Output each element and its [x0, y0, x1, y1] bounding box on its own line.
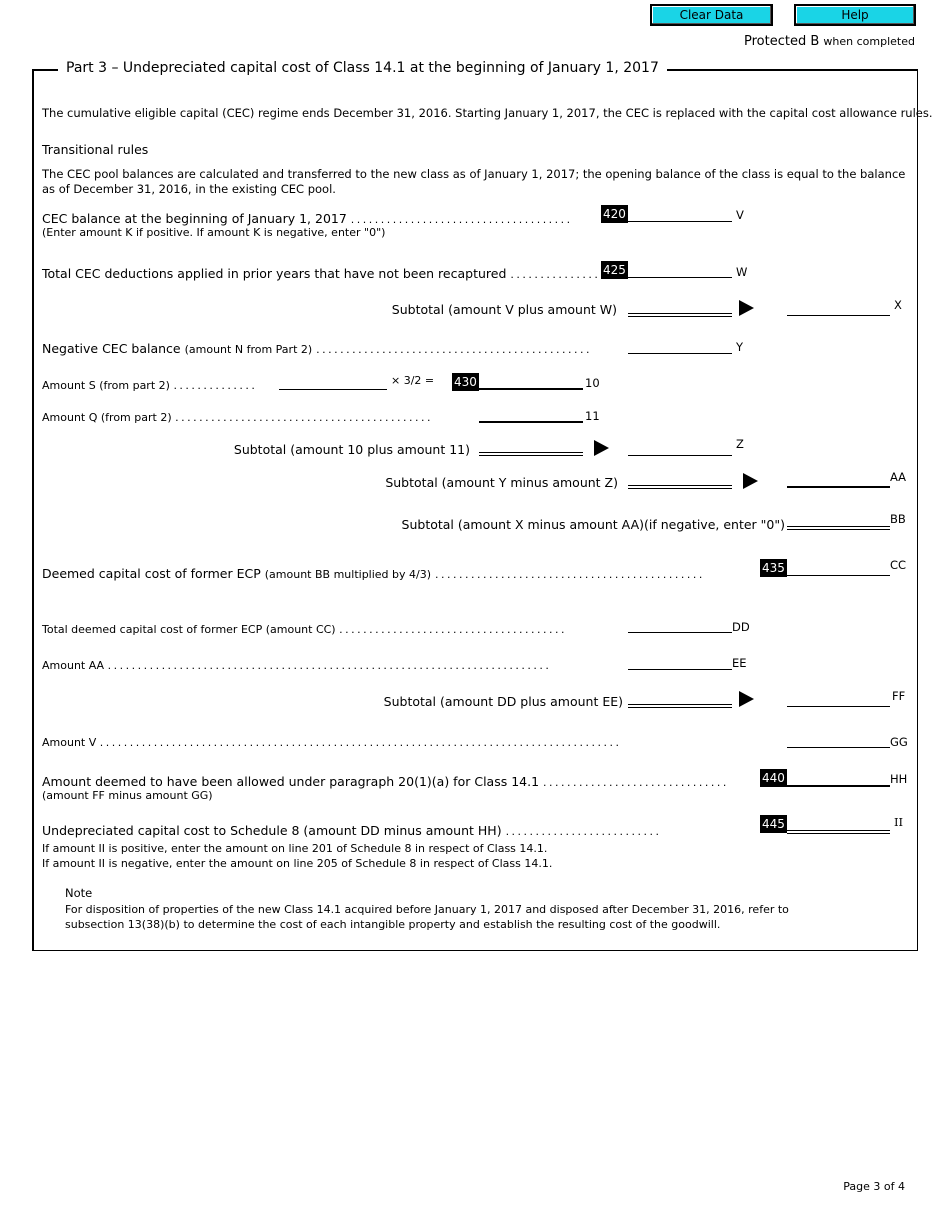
line-w-label: Total CEC deductions applied in prior years that have not been recaptured ............... — [42, 266, 601, 281]
note-text-2: subsection 13(38)(b) to determine the cost of each intangible property and establish the resulting cost of the goodwill. — [65, 918, 721, 931]
line-ii-label: Undepreciated capital cost to Schedule 8 (amount DD minus amount HH) .......................... — [42, 823, 662, 838]
arrow-right-icon — [743, 473, 758, 489]
line-10-label: Amount S (from part 2) .............. — [42, 379, 258, 392]
line-w-input[interactable] — [628, 277, 732, 278]
line-hh-letter: HH — [890, 772, 908, 786]
line-v-input[interactable] — [628, 221, 732, 222]
amount-s-input[interactable] — [279, 389, 387, 390]
transitional-heading: Transitional rules — [42, 142, 149, 157]
transitional-text-2: as of December 31, 2016, in the existing CEC pool. — [42, 182, 336, 196]
arrow-right-icon — [739, 300, 754, 316]
line-gg-letter: GG — [890, 735, 908, 749]
line-hh-sub: (amount FF minus amount GG) — [42, 789, 213, 802]
line-x-input[interactable] — [787, 315, 890, 316]
line-y-letter: Y — [736, 340, 744, 354]
page-number: Page 3 of 4 — [843, 1180, 905, 1193]
line-10-letter: 10 — [585, 376, 600, 390]
help-button[interactable]: Help — [794, 4, 916, 26]
line-ee-label: Amount AA .......................................................................... — [42, 659, 552, 672]
line-w-letter: W — [736, 265, 748, 279]
note-text-1: For disposition of properties of the new Class 14.1 acquired before January 1, 2017 and disposed after December 31, 2016, refer to — [65, 903, 789, 916]
line-hh-label: Amount deemed to have been allowed under paragraph 20(1)(a) for Class 14.1 ............................... — [42, 774, 729, 789]
transitional-text-1: The CEC pool balances are calculated and transferred to the new class as of January 1, 2017; the opening balance of the class is equal to the balance — [42, 167, 906, 181]
line-code-435: 435 — [762, 561, 785, 575]
line-10-input[interactable] — [479, 388, 583, 390]
line-x-subtotal-field[interactable] — [628, 313, 732, 317]
line-ee-letter: EE — [732, 656, 747, 670]
line-bb-letter: BB — [890, 512, 906, 526]
line-bb-input[interactable] — [787, 526, 890, 530]
line-ii-input[interactable] — [787, 830, 890, 834]
line-ff-subtotal-field[interactable] — [628, 704, 732, 708]
line-dd-input[interactable] — [628, 632, 732, 633]
multiplier-text: × 3/2 = — [391, 374, 435, 387]
line-code-420: 420 — [603, 207, 626, 221]
line-y-label: Negative CEC balance (amount N from Part 2) .............................................. — [42, 341, 592, 356]
line-aa-letter: AA — [890, 470, 907, 484]
line-dd-label: Total deemed capital cost of former ECP (amount CC) ...................................... — [42, 623, 567, 636]
line-11-label: Amount Q (from part 2) ........................................... — [42, 411, 433, 424]
line-ii-note-negative: If amount II is negative, enter the amount on line 205 of Schedule 8 in respect of Class 14.1. — [42, 857, 553, 870]
section-title: Part 3 – Undepreciated capital cost of Class 14.1 at the beginning of January 1, 2017 — [58, 60, 667, 76]
line-gg-input[interactable] — [787, 747, 890, 748]
line-v-label: CEC balance at the beginning of January 1, 2017 ..................................... — [42, 211, 573, 226]
arrow-right-icon — [594, 440, 609, 456]
line-v-sub: (Enter amount K if positive. If amount K is negative, enter "0") — [42, 226, 386, 239]
line-ff-letter: FF — [892, 689, 906, 703]
clear-data-button[interactable]: Clear Data — [650, 4, 773, 26]
line-z-input[interactable] — [628, 455, 732, 456]
line-code-445: 445 — [762, 817, 785, 831]
line-cc-label: Deemed capital cost of former ECP (amount BB multiplied by 4/3) ............................................. — [42, 566, 705, 581]
line-11-input[interactable] — [479, 421, 583, 423]
line-code-440: 440 — [762, 771, 785, 785]
line-hh-input[interactable] — [787, 785, 890, 787]
line-ff-label: Subtotal (amount DD plus amount EE) — [383, 694, 623, 709]
line-11-letter: 11 — [585, 409, 600, 423]
line-dd-letter: DD — [732, 620, 750, 634]
line-z-letter: Z — [736, 437, 744, 451]
line-x-letter: X — [894, 298, 902, 312]
line-gg-label: Amount V ....................................................................................... — [42, 736, 622, 749]
line-v-letter: V — [736, 208, 744, 222]
line-aa-input[interactable] — [787, 486, 890, 488]
line-y-input[interactable] — [628, 353, 732, 354]
line-x-label: Subtotal (amount V plus amount W) — [391, 302, 617, 317]
protected-b-label: Protected B when completed — [744, 34, 915, 49]
line-aa-subtotal-field[interactable] — [628, 485, 732, 489]
line-code-425: 425 — [603, 263, 626, 277]
line-z-label: Subtotal (amount 10 plus amount 11) — [233, 442, 470, 457]
line-ff-input[interactable] — [787, 706, 890, 707]
line-bb-label: Subtotal (amount X minus amount AA)(if negative, enter "0") — [401, 517, 785, 532]
line-z-subtotal-field[interactable] — [479, 452, 583, 456]
line-ee-input[interactable] — [628, 669, 732, 670]
line-aa-label: Subtotal (amount Y minus amount Z) — [385, 475, 618, 490]
line-cc-input[interactable] — [787, 575, 890, 576]
note-heading: Note — [65, 886, 93, 900]
line-ii-note-positive: If amount II is positive, enter the amount on line 201 of Schedule 8 in respect of Class 14.1. — [42, 842, 548, 855]
line-ii-letter: II — [894, 815, 904, 829]
line-code-430: 430 — [454, 375, 477, 389]
intro-text: The cumulative eligible capital (CEC) regime ends December 31, 2016. Starting January 1, 2017, the CEC is replaced with the capital cost allowance rules. — [42, 106, 933, 120]
arrow-right-icon — [739, 691, 754, 707]
line-cc-letter: CC — [890, 558, 907, 572]
